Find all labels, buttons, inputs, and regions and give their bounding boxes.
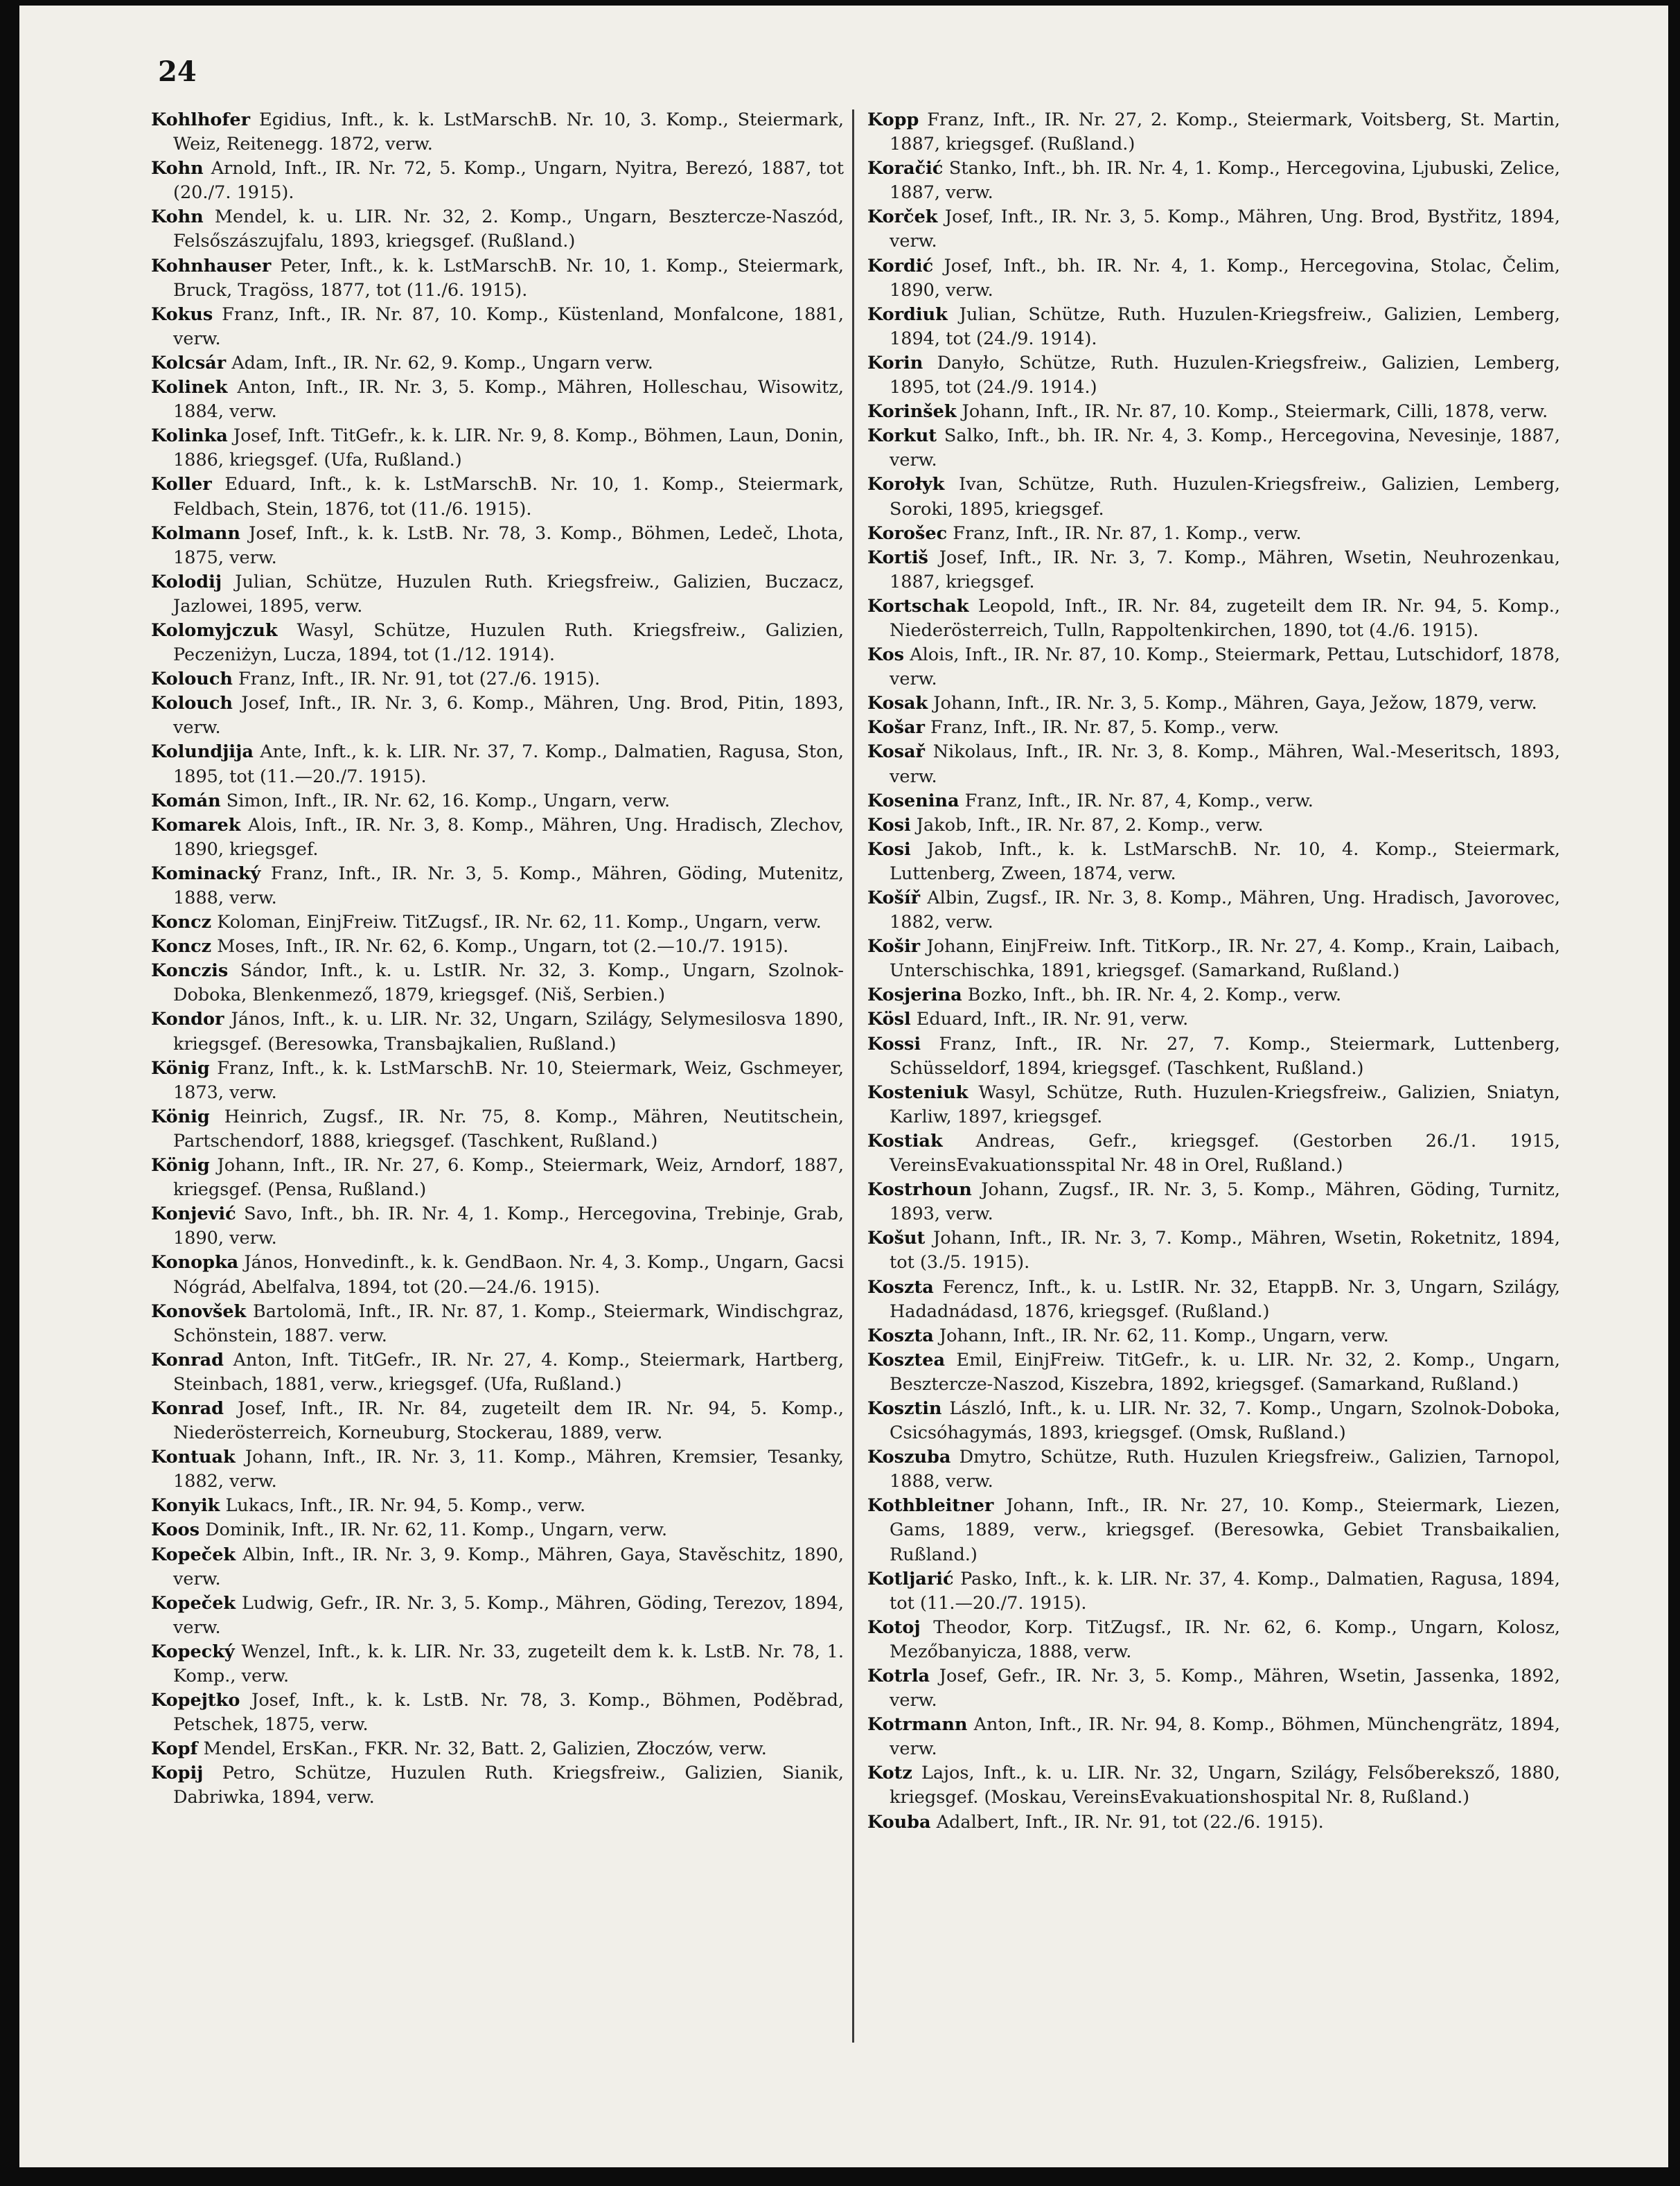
casualty-entry [867,813,1560,838]
casualty-entry [867,886,1560,935]
casualty-entry [151,959,844,1007]
casualty-entry [151,303,844,351]
entry-surname: Kosztin [867,1398,942,1419]
entry-surname: Kopp [867,109,919,130]
casualty-entry [151,254,844,303]
casualty-entry [151,1592,844,1640]
entry-details: Lukacs, Inft., IR. Nr. 94, 5. Komp., verw. [225,1495,586,1517]
entry-surname: Košar [867,717,925,739]
entry-details: Johann, Inft., IR. Nr. 3, 11. Komp., Mähren, Kremsier, Tesanky, 1882, verw. [173,1447,844,1492]
casualty-entry [151,1518,844,1542]
entry-details: Franz, Inft., IR. Nr. 87, 10. Komp., Küstenland, Monfalcone, 1881, verw. [173,303,845,349]
entry-surname: Korin [867,352,923,373]
entry-surname: Kopf [151,1738,198,1760]
casualty-entry [151,1689,844,1737]
entry-details: Josef, Gefr., IR. Nr. 3, 5. Komp., Mähren, Wsetin, Jassenka, 1892, verw. [890,1666,1560,1711]
entry-details: János, Honvedinft., k. k. GendBaon. Nr. 4, 3. Komp., Ungarn, Gacsi Nógrád, Abelfalva, 1894, tot (20.—24./6. 1915). [173,1252,844,1298]
entry-details: Jakob, Inft., k. k. LstMarschB. Nr. 10, 4. Komp., Steiermark, Luttenberg, Zween, 1874, verw. [890,838,1560,884]
entry-details: Josef, Inft., IR. Nr. 84, zugeteilt dem IR. Nr. 94, 5. Komp., Niederösterreich, Korneuburg, Stockerau, 1889, verw. [173,1398,844,1444]
entry-details: Anton, Inft. TitGefr., IR. Nr. 27, 4. Komp., Steiermark, Hartberg, Steinbach, 1881, verw., kriegsgef. (Ufa, Rußland.) [173,1349,844,1395]
casualty-entry [867,205,1560,254]
entry-details: Dmytro, Schütze, Ruth. Huzulen Kriegsfreiw., Galizien, Tarnopol, 1888, verw. [890,1447,1561,1492]
entry-details: Josef, Inft., IR. Nr. 3, 5. Komp., Mähren, Ung. Brod, Bystřitz, 1894, verw. [890,206,1561,252]
entry-details: Bozko, Inft., bh. IR. Nr. 4, 2. Komp., verw. [967,985,1342,1006]
entry-surname: Konczis [151,960,229,982]
casualty-entry [151,667,844,691]
casualty-entry [151,691,844,740]
entry-surname: Kolodij [151,571,222,592]
casualty-entry [867,1445,1560,1494]
entry-details: Josef, Inft., k. k. LstB. Nr. 78, 3. Komp., Böhmen, Ledeč, Lhota, 1875, verw. [173,522,844,568]
entry-surname: Kontuak [151,1447,236,1468]
entry-details: Alois, Inft., IR. Nr. 87, 10. Komp., Steiermark, Pettau, Lutschidorf, 1878, verw. [890,644,1560,690]
entry-details: Mendel, ErsKan., FKR. Nr. 32, Batt. 2, Galizien, Złoczów, verw. [203,1738,767,1760]
entry-surname: Kos [867,644,904,666]
entry-details: Ante, Inft., k. k. LIR. Nr. 37, 7. Komp., Dalmatien, Ragusa, Ston, 1895, tot (11.—20./7. 1915). [173,741,845,787]
entry-surname: Kohlhofer [151,109,251,130]
entry-details: Salko, Inft., bh. IR. Nr. 4, 3. Komp., Hercegovina, Nevesinje, 1887, verw. [890,425,1560,471]
entry-details: Dominik, Inft., IR. Nr. 62, 11. Komp., Ungarn, verw. [205,1519,668,1541]
casualty-entry [151,1348,844,1397]
entry-details: Julian, Schütze, Ruth. Huzulen-Kriegsfreiw., Galizien, Lemberg, 1894, tot (24./9. 1914). [890,303,1561,349]
entry-details: Franz, Inft., IR. Nr. 3, 5. Komp., Mähren, Göding, Mutenitz, 1888, verw. [173,863,844,908]
casualty-entry [151,522,844,570]
entry-surname: Kosař [867,741,925,763]
entry-surname: Kotrla [867,1666,930,1686]
casualty-entry [151,157,844,205]
entry-surname: Konopka [151,1252,239,1273]
casualty-entry [867,1226,1560,1275]
entry-details: Johann, EinjFreiw. Inft. TitKorp., IR. Nr. 27, 4. Komp., Krain, Laibach, Unterschischka, 1891, kriegsgef. (Samarkand, Rußland.) [890,936,1560,982]
casualty-entry [867,1324,1560,1348]
entry-surname: Košir [867,936,921,958]
entry-surname: Kortiš [867,547,928,568]
casualty-entry [151,1251,844,1299]
casualty-entry [151,376,844,424]
entry-details: Arnold, Inft., IR. Nr. 72, 5. Komp., Ungarn, Nyitra, Berezó, 1887, tot (20./7. 1915). [173,158,844,204]
entry-details: Johann, Zugsf., IR. Nr. 3, 5. Komp., Mähren, Göding, Turnitz, 1893, verw. [890,1179,1560,1225]
casualty-entry [867,716,1560,740]
casualty-entry [151,108,844,157]
entry-surname: Kopejtko [151,1690,240,1711]
entry-details: Ludwig, Gefr., IR. Nr. 3, 5. Komp., Mähren, Göding, Terezov, 1894, verw. [173,1592,844,1638]
entry-surname: Kosi [867,838,911,860]
casualty-entry [867,983,1560,1007]
entry-surname: Koos [151,1519,200,1541]
entry-surname: Komán [151,790,221,811]
entry-details: Josef, Inft. TitGefr., k. k. LIR. Nr. 9, 8. Komp., Böhmen, Laun, Donin, 1886, kriegsgef. (Ufa, Rußland.) [173,425,844,471]
casualty-entry [151,351,844,376]
entry-details: Johann, Inft., IR. Nr. 27, 6. Komp., Steiermark, Weiz, Arndorf, 1887, kriegsgef. (Pensa, Rußland.) [173,1155,844,1201]
casualty-entry [151,862,844,910]
casualty-entry [867,546,1560,594]
casualty-entry [151,740,844,788]
entry-details: Egidius, Inft., k. k. LstMarschB. Nr. 10, 3. Komp., Steiermark, Weiz, Reitenegg. 1872, verw. [173,109,844,155]
entry-surname: Kotz [867,1763,912,1784]
entry-details: Heinrich, Zugsf., IR. Nr. 75, 8. Komp., Mähren, Neutitschein, Partschendorf, 1888, kriegsgef. (Taschkent, Rußland.) [173,1106,845,1152]
entry-details: Franz, Inft., IR. Nr. 27, 7. Komp., Steiermark, Luttenberg, Schüsseldorf, 1894, kriegsgef. (Taschkent, Rußland.) [890,1033,1561,1079]
entry-surname: Koszuba [867,1447,951,1468]
entry-surname: Kolinek [151,377,228,398]
entry-details: Koloman, EinjFreiw. TitZugsf., IR. Nr. 62, 11. Komp., Ungarn, verw. [217,912,822,933]
entry-details: Josef, Inft., bh. IR. Nr. 4, 1. Komp., Hercegovina, Stolac, Čelim, 1890, verw. [890,255,1560,301]
casualty-entry [151,789,844,813]
entry-details: Johann, Inft., IR. Nr. 62, 11. Komp., Ungarn, verw. [939,1325,1389,1346]
entry-surname: Kopij [151,1763,204,1784]
casualty-entry [151,205,844,254]
entry-surname: Košut [867,1228,926,1249]
entry-surname: Konyik [151,1495,220,1517]
casualty-entry [867,1081,1560,1129]
casualty-entry [867,400,1560,424]
entry-details: Anton, Inft., IR. Nr. 3, 5. Komp., Mähren, Holleschau, Wisowitz, 1884, verw. [173,377,844,423]
entry-surname: Kolmann [151,522,240,544]
casualty-entry [151,1202,844,1251]
entry-surname: Kolcsár [151,352,227,373]
entry-details: Sándor, Inft., k. u. LstIR. Nr. 32, 3. Komp., Ungarn, Szolnok-Doboka, Blenkenmező, 1879, kriegsgef. (Niš, Serbien.) [173,960,844,1006]
entry-details: Theodor, Korp. TitZugsf., IR. Nr. 62, 6. Komp., Ungarn, Kolosz, Mezőbanyicza, 1888, verw. [890,1616,1560,1662]
entry-surname: Kothbleitner [867,1495,994,1517]
entry-details: Jakob, Inft., IR. Nr. 87, 2. Komp., verw. [916,814,1264,836]
entry-details: Adalbert, Inft., IR. Nr. 91, tot (22./6. 1915). [936,1811,1324,1833]
entry-surname: Koncz [151,936,212,958]
casualty-entry [151,1543,844,1592]
entry-surname: König [151,1057,210,1079]
entry-surname: Kolomyjczuk [151,619,278,641]
entry-surname: König [151,1155,210,1176]
entry-details: Ivan, Schütze, Ruth. Huzulen-Kriegsfreiw., Galizien, Lemberg, Soroki, 1895, kriegsgef. [890,474,1560,520]
entry-details: Mendel, k. u. LIR. Nr. 32, 2. Komp., Ungarn, Besztercze-Naszód, Felsőszászujfalu, 1893, kriegsgef. (Rußland.) [173,206,844,252]
entry-details: Petro, Schütze, Huzulen Ruth. Kriegsfreiw., Galizien, Sianik, Dabriwka, 1894, verw. [173,1763,844,1808]
entry-surname: Kordić [867,255,934,276]
casualty-entry [867,1810,1560,1835]
entry-details: Alois, Inft., IR. Nr. 3, 8. Komp., Mähren, Ung. Hradisch, Zlechov, 1890, kriegsgef. [173,814,845,860]
entry-surname: Kosztea [867,1349,945,1370]
casualty-entry [867,594,1560,643]
casualty-entry [151,619,844,667]
entry-details: Albin, Zugsf., IR. Nr. 3, 8. Komp., Mähren, Ung. Hradisch, Javorovec, 1882, verw. [890,888,1560,933]
casualty-entry [151,813,844,862]
entry-details: Eduard, Inft., IR. Nr. 91, verw. [916,1009,1189,1030]
entry-details: Johann, Inft., IR. Nr. 3, 7. Komp., Mähren, Wsetin, Roketnitz, 1894, tot (3./5. 1915). [890,1228,1561,1273]
entry-surname: Kossi [867,1033,921,1055]
entry-surname: Kösl [867,1009,911,1030]
entry-surname: Konrad [151,1349,224,1370]
entry-surname: Konrad [151,1398,224,1419]
entry-details: Bartolomä, Inft., IR. Nr. 87, 1. Komp., Steiermark, Windischgraz, Schönstein, 1887. verw. [173,1301,844,1346]
entry-details: Johann, Inft., IR. Nr. 3, 5. Komp., Mähren, Gaya, Ježow, 1879, verw. [933,693,1537,714]
entry-surname: Korołyk [867,474,945,495]
entry-details: Franz, Inft., IR. Nr. 87, 4, Komp., verw. [964,790,1314,811]
entry-surname: Koncz [151,912,212,933]
entry-surname: Kolouch [151,669,233,690]
entry-surname: Konjević [151,1204,236,1225]
entry-details: Nikolaus, Inft., IR. Nr. 3, 8. Komp., Mähren, Wal.-Meseritsch, 1893, verw. [890,741,1560,787]
entry-details: Wasyl, Schütze, Ruth. Huzulen-Kriegsfreiw., Galizien, Sniatyn, Karliw, 1897, kriegsgef. [890,1082,1561,1127]
casualty-entry [867,254,1560,303]
entry-surname: Kotrmann [867,1714,968,1736]
entry-details: Johann, Inft., IR. Nr. 27, 10. Komp., Steiermark, Liezen, Gams, 1889, verw., kriegsgef. (Beresowka, Gebiet Transbaikalien, Rußland.) [890,1495,1560,1565]
entry-surname: Kosteniuk [867,1082,969,1103]
page-number: 24 [158,55,197,88]
casualty-entry [151,424,844,473]
entry-surname: Kolundjija [151,741,254,763]
casualty-entry [151,935,844,959]
right-column [867,108,1560,1835]
casualty-entry [867,643,1560,691]
entry-surname: Koller [151,474,212,495]
entry-surname: Kolouch [151,693,233,714]
entry-surname: Komarek [151,814,241,836]
entry-surname: Kopeček [151,1544,236,1565]
entry-details: Ferencz, Inft., k. u. LstIR. Nr. 32, EtappB. Nr. 3, Ungarn, Szilágy, Hadadnádasd, 1876, kriegsgef. (Rußland.) [890,1276,1560,1322]
entry-surname: Kotljarić [867,1568,954,1589]
casualty-entry [151,1494,844,1518]
casualty-entry [867,838,1560,886]
entry-details: Lajos, Inft., k. u. LIR. Nr. 32, Ungarn, Szilágy, Felsőbereksző, 1880, kriegsgef. (Moskau, VereinsEvakuationshospital Nr. 8, Rußland.) [890,1763,1561,1808]
entry-surname: Koračić [867,158,944,179]
casualty-entry [867,1276,1560,1324]
document-page [19,6,1668,2167]
casualty-entry [151,473,844,521]
entry-details: Josef, Inft., IR. Nr. 3, 7. Komp., Mähren, Wsetin, Neuhrozenkau, 1887, kriegsgef. [890,547,1560,592]
casualty-entry [867,935,1560,983]
entry-details: Julian, Schütze, Huzulen Ruth. Kriegsfreiw., Galizien, Buczacz, Jazlowei, 1895, verw. [173,571,844,617]
entry-details: János, Inft., k. u. LIR. Nr. 32, Ungarn, Szilágy, Selymesilosva 1890, kriegsgef. (Beresowka, Transbajkalien, Rußland.) [173,1009,844,1055]
casualty-entry [867,691,1560,716]
casualty-entry [867,424,1560,473]
casualty-entry [867,351,1560,400]
entry-surname: Kostiak [867,1130,943,1152]
entry-details: Albin, Inft., IR. Nr. 3, 9. Komp., Mähren, Gaya, Stavěschitz, 1890, verw. [173,1544,844,1589]
entry-surname: Kohnhauser [151,255,272,276]
entry-details: Franz, Inft., IR. Nr. 87, 5. Komp., verw. [930,717,1280,739]
casualty-entry [151,1300,844,1348]
entry-surname: Kortschak [867,595,969,617]
entry-details: Moses, Inft., IR. Nr. 62, 6. Komp., Ungarn, tot (2.—10./7. 1915). [217,936,789,958]
casualty-entry [867,1664,1560,1713]
entry-details: Johann, Inft., IR. Nr. 87, 10. Komp., Steiermark, Cilli, 1878, verw. [962,401,1548,423]
entry-details: Adam, Inft., IR. Nr. 62, 9. Komp., Ungarn verw. [231,352,653,373]
casualty-entry [867,1494,1560,1567]
casualty-entry [151,1007,844,1056]
entry-details: Danyło, Schütze, Ruth. Huzulen-Kriegsfreiw., Galizien, Lemberg, 1895, tot (24./9. 1914.) [890,352,1561,398]
entry-details: Franz, Inft., IR. Nr. 87, 1. Komp., verw. [953,522,1302,544]
casualty-entry [151,910,844,935]
entry-details: Franz, Inft., k. k. LstMarschB. Nr. 10, Steiermark, Weiz, Gschmeyer, 1873, verw. [173,1057,844,1103]
casualty-entry [867,1007,1560,1032]
casualty-entry [867,740,1560,788]
entry-details: Andreas, Gefr., kriegsgef. (Gestorben 26./1. 1915, VereinsEvakuationsspital Nr. 48 in Orel, Rußland.) [890,1130,1561,1176]
casualty-entry [151,1445,844,1494]
entry-surname: Kosak [867,693,928,714]
casualty-entry [867,1567,1560,1616]
entry-surname: Kosjerina [867,985,962,1006]
entry-surname: Kouba [867,1811,931,1833]
casualty-entry [151,1154,844,1202]
casualty-entry [867,1032,1560,1081]
casualty-entry [867,1761,1560,1810]
entry-surname: Korkut [867,425,937,447]
casualty-entry [867,1348,1560,1397]
entry-surname: Koszta [867,1276,934,1298]
entry-surname: Košíř [867,888,921,908]
casualty-entry [867,157,1560,205]
entry-details: Simon, Inft., IR. Nr. 62, 16. Komp., Ungarn, verw. [226,790,671,811]
casualty-entry [867,1616,1560,1664]
entry-surname: Konovšek [151,1301,247,1322]
entry-surname: Kohn [151,206,204,228]
entry-surname: Kohn [151,158,204,179]
entry-surname: Kondor [151,1009,224,1030]
entry-surname: Kolinka [151,425,228,447]
entry-surname: Kopecký [151,1641,235,1662]
casualty-entry [867,1178,1560,1226]
entry-details: Franz, Inft., IR. Nr. 91, tot (27./6. 1915). [238,669,601,690]
casualty-entry [151,1737,844,1761]
entry-surname: Kosenina [867,790,960,811]
casualty-entry [151,570,844,619]
entry-details: Pasko, Inft., k. k. LIR. Nr. 37, 4. Komp., Dalmatien, Ragusa, 1894, tot (11.—20./7. 1915). [890,1568,1561,1614]
entry-details: Leopold, Inft., IR. Nr. 84, zugeteilt dem IR. Nr. 94, 5. Komp., Niederösterreich, Tulln, Rappoltenkirchen, 1890, tot (4./6. 1915). [890,595,1561,641]
entry-details: Emil, EinjFreiw. TitGefr., k. u. LIR. Nr. 32, 2. Komp., Ungarn, Besztercze-Naszod, Kiszebra, 1892, kriegsgef. (Samarkand, Rußland.) [890,1349,1560,1395]
entry-details: Peter, Inft., k. k. LstMarschB. Nr. 10, 1. Komp., Steiermark, Bruck, Tragöss, 1877, tot (11./6. 1915). [173,255,845,301]
casualty-entry [151,1057,844,1105]
column-divider [852,109,854,2043]
entry-surname: Kotoj [867,1616,921,1638]
casualty-entry [867,1713,1560,1761]
entry-surname: Kosi [867,814,911,836]
entry-details: Wenzel, Inft., k. k. LIR. Nr. 33, zugeteilt dem k. k. LstB. Nr. 78, 1. Komp., verw. [173,1641,844,1686]
entry-surname: Kostrhoun [867,1179,972,1201]
entry-details: Anton, Inft., IR. Nr. 94, 8. Komp., Böhmen, Münchengrätz, 1894, verw. [890,1714,1560,1760]
entry-surname: Kokus [151,303,213,325]
entry-surname: Korošec [867,522,948,544]
casualty-entry [867,303,1560,351]
entry-surname: Koszta [867,1325,934,1346]
entry-surname: Kopeček [151,1592,236,1614]
entry-details: Stanko, Inft., bh. IR. Nr. 4, 1. Komp., Hercegovina, Ljubuski, Zelice, 1887, verw. [890,158,1560,204]
entry-surname: Kominacký [151,863,261,884]
entry-surname: Kordiuk [867,303,948,325]
entry-details: Savo, Inft., bh. IR. Nr. 4, 1. Komp., Hercegovina, Trebinje, Grab, 1890, verw. [173,1204,844,1249]
casualty-entry [867,522,1560,546]
entry-surname: Korček [867,206,938,228]
left-column [151,108,844,1810]
casualty-entry [151,1761,844,1810]
casualty-entry [151,1640,844,1689]
casualty-entry [151,1397,844,1445]
entry-details: Wasyl, Schütze, Huzulen Ruth. Kriegsfreiw., Galizien, Peczeniżyn, Lucza, 1894, tot (1./12. 1914). [173,619,845,666]
entry-surname: Korinšek [867,401,957,423]
entry-details: Josef, Inft., IR. Nr. 3, 6. Komp., Mähren, Ung. Brod, Pitin, 1893, verw. [173,693,844,739]
entry-details: Franz, Inft., IR. Nr. 27, 2. Komp., Steiermark, Voitsberg, St. Martin, 1887, kriegsgef. (Rußland.) [890,109,1560,155]
casualty-entry [867,473,1560,521]
entry-details: László, Inft., k. u. LIR. Nr. 32, 7. Komp., Ungarn, Szolnok-Doboka, Csicsóhagymás, 1893, kriegsgef. (Omsk, Rußland.) [890,1398,1560,1444]
casualty-entry [867,1397,1560,1445]
casualty-entry [867,108,1560,157]
entry-details: Josef, Inft., k. k. LstB. Nr. 78, 3. Komp., Böhmen, Poděbrad, Petschek, 1875, verw. [173,1690,844,1736]
casualty-entry [867,789,1560,813]
entry-details: Eduard, Inft., k. k. LstMarschB. Nr. 10, 1. Komp., Steiermark, Feldbach, Stein, 1876, tot (11./6. 1915). [173,474,845,520]
casualty-entry [867,1129,1560,1178]
entry-surname: König [151,1106,210,1127]
casualty-entry [151,1105,844,1154]
